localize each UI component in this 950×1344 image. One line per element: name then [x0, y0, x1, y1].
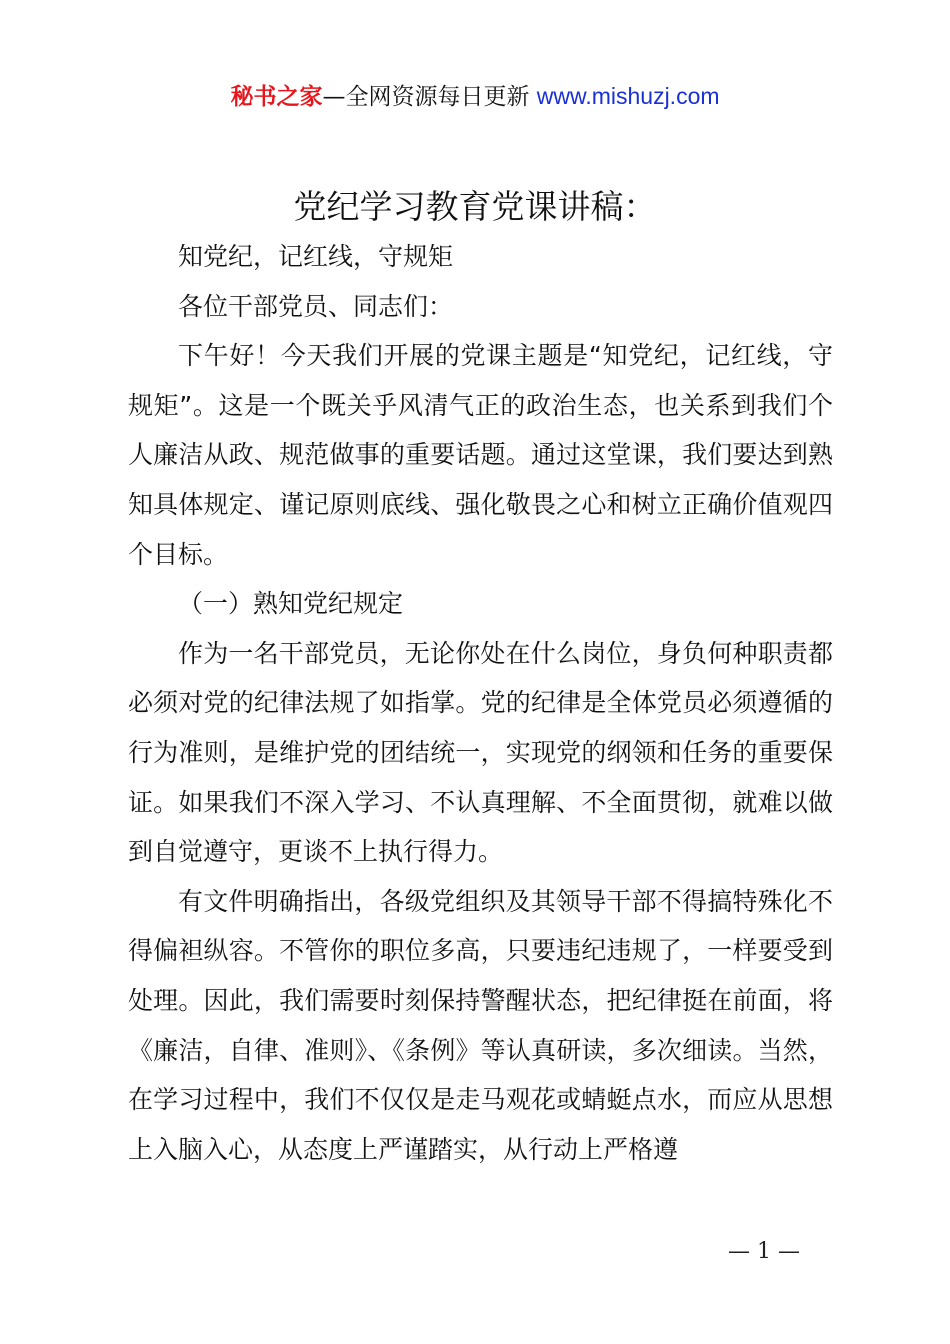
site-tagline: —全网资源每日更新: [322, 84, 530, 110]
body-paragraph: 下午好！今天我们开展的党课主题是“知党纪，记红线，守规矩”。这是一个既关乎风清气正的政治生态，也关系到我们个人廉洁从政、规范做事的重要话题。通过这堂课，我们要达到熟知具体规定、谨记原则底线、强化敬畏之心和树立正确价值观四个目标。: [128, 341, 833, 569]
site-url[interactable]: www.mishuzj.com: [536, 83, 720, 109]
document-body: [128, 232, 833, 1174]
salutation-paragraph: 各位干部党员、同志们：: [178, 291, 454, 321]
site-brand: 秘书之家: [230, 84, 323, 110]
site-header: [0, 78, 950, 115]
body-paragraph: 作为一名干部党员，无论你处在什么岗位，身负何种职责都必须对党的纪律法规了如指掌。党的纪律是全体党员必须遵循的行为准则，是维护党的团结统一，实现党的纲领和任务的重要保证。如果我们不深入学习、不认真理解、不全面贯彻，就难以做到自觉遵守，更谈不上执行得力。: [128, 638, 833, 867]
page-number: — 1 —: [728, 1239, 800, 1264]
document-title: 党纪学习教育党课讲稿：: [293, 187, 657, 226]
section-heading: （一）熟知党纪规定: [178, 589, 404, 619]
body-paragraph: 有文件明确指出，各级党组织及其领导干部不得搞特殊化不得偏袒纵容。不管你的职位多高，只要违纪违规了，一样要受到处理。因此，我们需要时刻保持警醒状态，把纪律挺在前面，将《廉洁，自律、准则》、《条例》等认真研读，多次细读。当然，在学习过程中，我们不仅仅是走马观花或蜻蜓点水，而应从思想上入脑入心，从态度上严谨踏实，从行动上严格遵: [128, 886, 833, 1164]
subtitle-paragraph: 知党纪，记红线，守规矩: [178, 242, 454, 271]
